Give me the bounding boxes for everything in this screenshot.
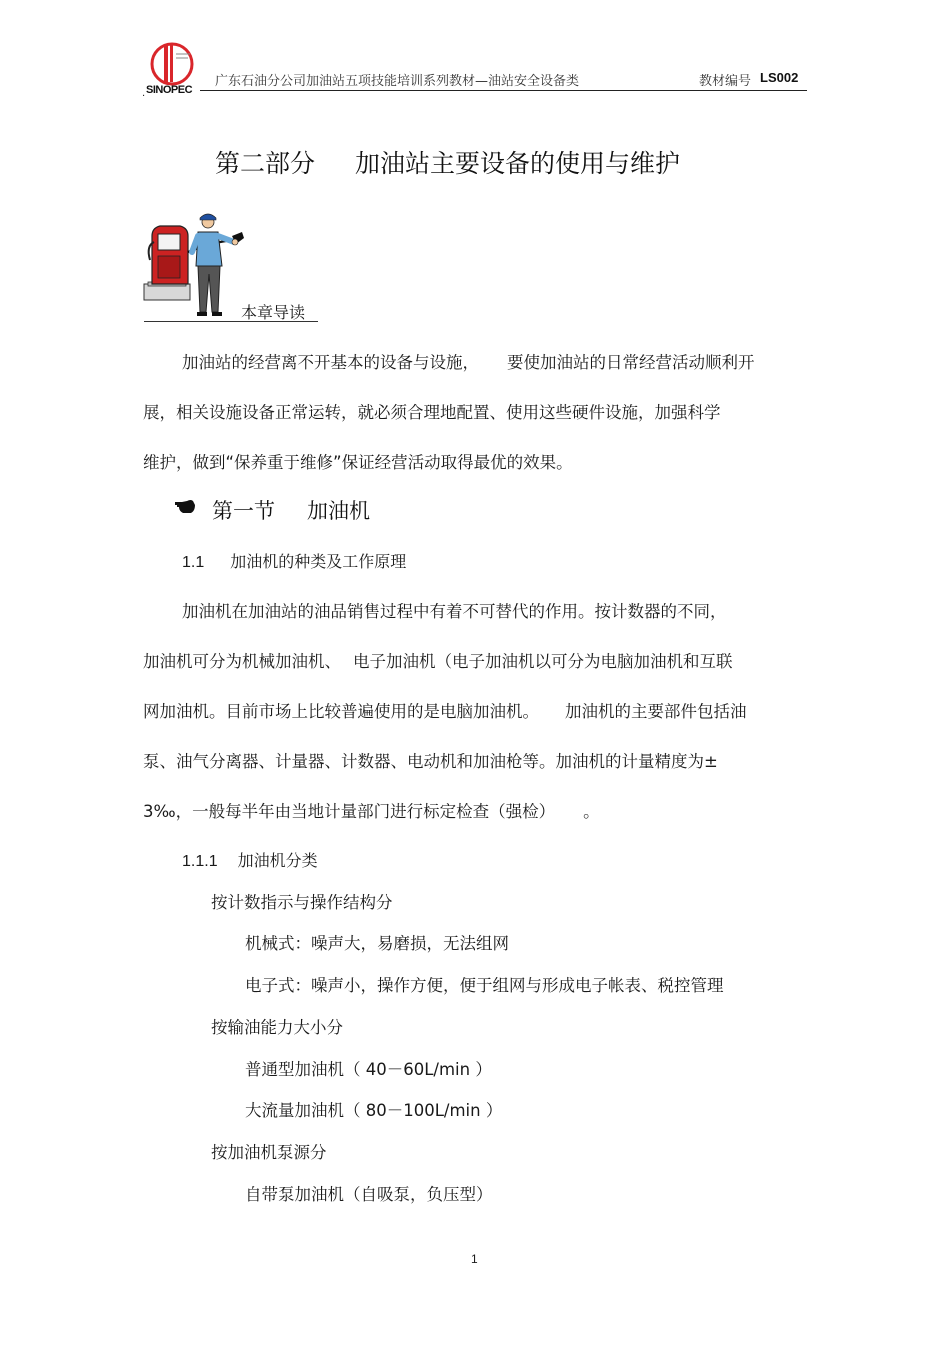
body-line-3: 网加油机。目前市场上比较普遍使用的是电脑加油机。 加油机的主要部件包括油	[143, 702, 747, 721]
intro-line-3: 维护，做到“保养重于维修”保证经营活动取得最优的效果。	[143, 453, 573, 472]
list-item: 按计数指示与操作结构分	[211, 893, 393, 912]
list-item: 自带泵加油机（自吸泵，负压型）	[245, 1185, 493, 1204]
list-item: 电子式：噪声小，操作方便，便于组网与形成电子帐表、税控管理	[245, 976, 724, 995]
body-line-1: 加油机在加油站的油品销售过程中有着不可替代的作用。按计数器的不同，	[182, 602, 727, 621]
header-code: LS002	[760, 70, 799, 85]
subsection-1-1-1: 1.1.1 加油机分类	[182, 851, 318, 870]
body-line-4: 泵、油气分离器、计量器、计数器、电动机和加油枪等。加油机的计量精度为±	[143, 752, 718, 771]
svg-text:SINOPEC: SINOPEC	[146, 84, 193, 96]
header-rule	[200, 90, 807, 91]
page-number: 1	[471, 1252, 478, 1266]
list-item: 普通型加油机（ 40－60L/min ）	[245, 1060, 492, 1079]
list-item: 机械式：噪声大，易磨损，无法组网	[245, 934, 509, 953]
intro-line-2: 展，相关设施设备正常运转，就必须合理地配置、使用这些硬件设施，加强科学	[143, 403, 721, 422]
body-line-5: 3‰，一般每半年由当地计量部门进行标定检查（强检） 。	[143, 802, 600, 821]
part-number: 第二部分	[215, 149, 316, 178]
list-item: 按加油机泵源分	[211, 1143, 327, 1162]
header-code-label: 教材编号	[699, 74, 752, 89]
part-name: 加油站主要设备的使用与维护	[355, 149, 681, 178]
section-title: 第一节 加油机	[212, 499, 370, 523]
sinopec-logo	[142, 40, 200, 96]
pointing-hand-icon	[175, 495, 197, 517]
header-dot: .	[142, 88, 146, 99]
header-title: 广东石油分公司加油站五项技能培训系列教材—油站安全设备类	[215, 74, 580, 89]
body-line-2: 加油机可分为机械加油机、 电子加油机（电子加油机以可分为电脑加油机和互联	[143, 652, 733, 671]
subsection-1-1: 1.1 加油机的种类及工作原理	[182, 552, 407, 571]
chapter-guide-label: 本章导读	[241, 303, 306, 322]
fuel-pump-attendant-illustration	[142, 212, 247, 318]
list-item: 按输油能力大小分	[211, 1018, 343, 1037]
intro-line-1: 加油站的经营离不开基本的设备与设施， 要使加油站的日常经营活动顺利开	[182, 353, 755, 372]
part-title	[215, 144, 680, 180]
list-item: 大流量加油机（ 80－100L/min ）	[245, 1101, 503, 1120]
